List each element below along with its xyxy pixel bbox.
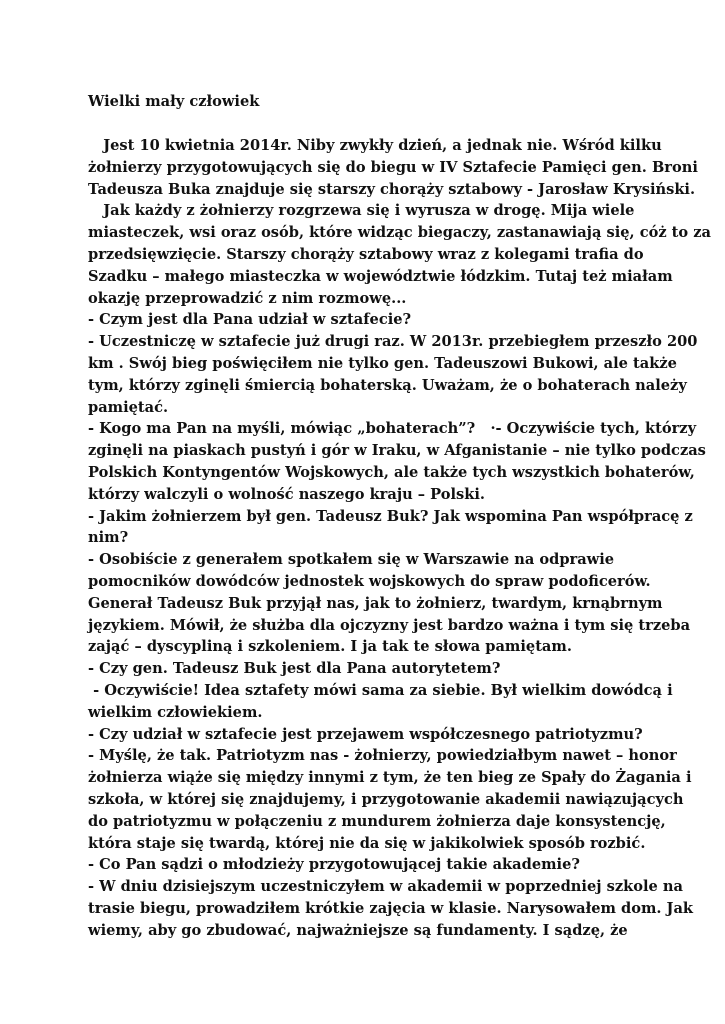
text-line: Generał Tadeusz Buk przyjął nas, jak to żołnierz, twardym, krnąbrnym <box>88 594 663 612</box>
text-line: - Osobiście z generałem spotkałem się w Warszawie na odprawie <box>88 551 615 569</box>
title-spacer <box>88 113 668 135</box>
text-line: miasteczek, wsi oraz osób, które widząc biegaczy, zastanawiają się, cóż to za <box>88 224 711 242</box>
text-line: km . Swój bieg poświęciłem nie tylko gen. Tadeuszowi Bukowi, ale także <box>88 354 677 372</box>
text-line: - Czym jest dla Pana udział w sztafecie? <box>88 311 412 329</box>
text-line: - W dniu dzisiejszym uczestniczyłem w akademii w poprzedniej szkole na <box>88 878 683 896</box>
text-line: zginęli na piaskach pustyń i gór w Iraku, w Afganistanie – nie tylko podczas <box>88 442 706 460</box>
text-line: - Uczestniczę w sztafecie już drugi raz. W 2013r. przebiegłem przeszło 200 <box>88 333 698 351</box>
text-line: - Oczywiście! Idea sztafety mówi sama za siebie. Był wielkim dowódcą i <box>88 681 673 699</box>
article-text <box>88 135 711 941</box>
text-line: tym, którzy zginęli śmiercią bohaterską. Uważam, że o bohaterach należy <box>88 376 687 394</box>
text-line: - Myślę, że tak. Patriotyzm nas - żołnierzy, powiedziałbym nawet – honor <box>88 747 677 765</box>
text-line: która staje się twardą, której nie da się w jakikolwiek sposób rozbić. <box>88 834 646 852</box>
text-line: żołnierzy przygotowujących się do biegu w IV Sztafecie Pamięci gen. Broni <box>88 158 698 176</box>
text-line: którzy walczyli o wolność naszego kraju – Polski. <box>88 485 485 503</box>
text-line: - Czy udział w sztafecie jest przejawem współczesnego patriotyzmu? <box>88 725 643 743</box>
text-line: językiem. Mówił, że służba dla ojczyzny jest bardzo ważna i tym się trzeba <box>88 616 691 634</box>
text-line: zająć – dyscypliną i szkoleniem. I ja tak te słowa pamiętam. <box>88 638 572 656</box>
text-line: wiemy, aby go zbudować, najważniejsze są fundamenty. I sądzę, że <box>88 921 628 939</box>
text-line: do patriotyzmu w połączeniu z mundurem żołnierza daje konsystencję, <box>88 812 666 830</box>
text-line: - Jakim żołnierzem był gen. Tadeusz Buk? Jak wspomina Pan współpracę z <box>88 507 693 525</box>
text-line: Jest 10 kwietnia 2014r. Niby zwykły dzień, a jednak nie. Wśród kilku <box>88 137 662 154</box>
text-line: pomocników dowódców jednostek wojskowych do spraw podoficerów. <box>88 572 651 590</box>
text-line: przedsięwzięcie. Starszy chorąży sztabowy wraz z kolegami trafia do <box>88 245 644 263</box>
text-line: nim? <box>88 529 129 547</box>
document-body <box>88 91 711 941</box>
text-line: żołnierza wiąże się między innymi z tym, że ten bieg ze Spały do Żagania i <box>88 769 692 787</box>
text-line: - Kogo ma Pan na myśli, mówiąc „bohaterach”? ·- Oczywiście tych, którzy <box>88 420 697 438</box>
text-line: Polskich Kontyngentów Wojskowych, ale także tych wszystkich bohaterów, <box>88 463 695 481</box>
text-line: trasie biegu, prowadziłem krótkie zajęcia w klasie. Narysowałem dom. Jak <box>88 899 694 917</box>
document-title: Wielki mały człowiek <box>88 93 260 110</box>
text-line: Tadeusza Buka znajduje się starszy chorąży sztabowy - Jarosław Krysiński. <box>88 180 696 198</box>
text-line: wielkim człowiekiem. <box>88 703 263 721</box>
text-line: Jak każdy z żołnierzy rozgrzewa się i wyrusza w drogę. Mija wiele <box>88 202 635 220</box>
text-line: - Co Pan sądzi o młodzieży przygotowującej takie akademie? <box>88 856 580 874</box>
text-line: - Czy gen. Tadeusz Buk jest dla Pana autorytetem? <box>88 660 501 678</box>
text-line: Szadku – małego miasteczka w województwie łódzkim. Tutaj też miałam <box>88 267 673 285</box>
text-line: szkoła, w której się znajdujemy, i przygotowanie akademii nawiązujących <box>88 790 684 808</box>
text-line: okazję przeprowadzić z nim rozmowę... <box>88 289 407 307</box>
text-line: pamiętać. <box>88 398 169 416</box>
